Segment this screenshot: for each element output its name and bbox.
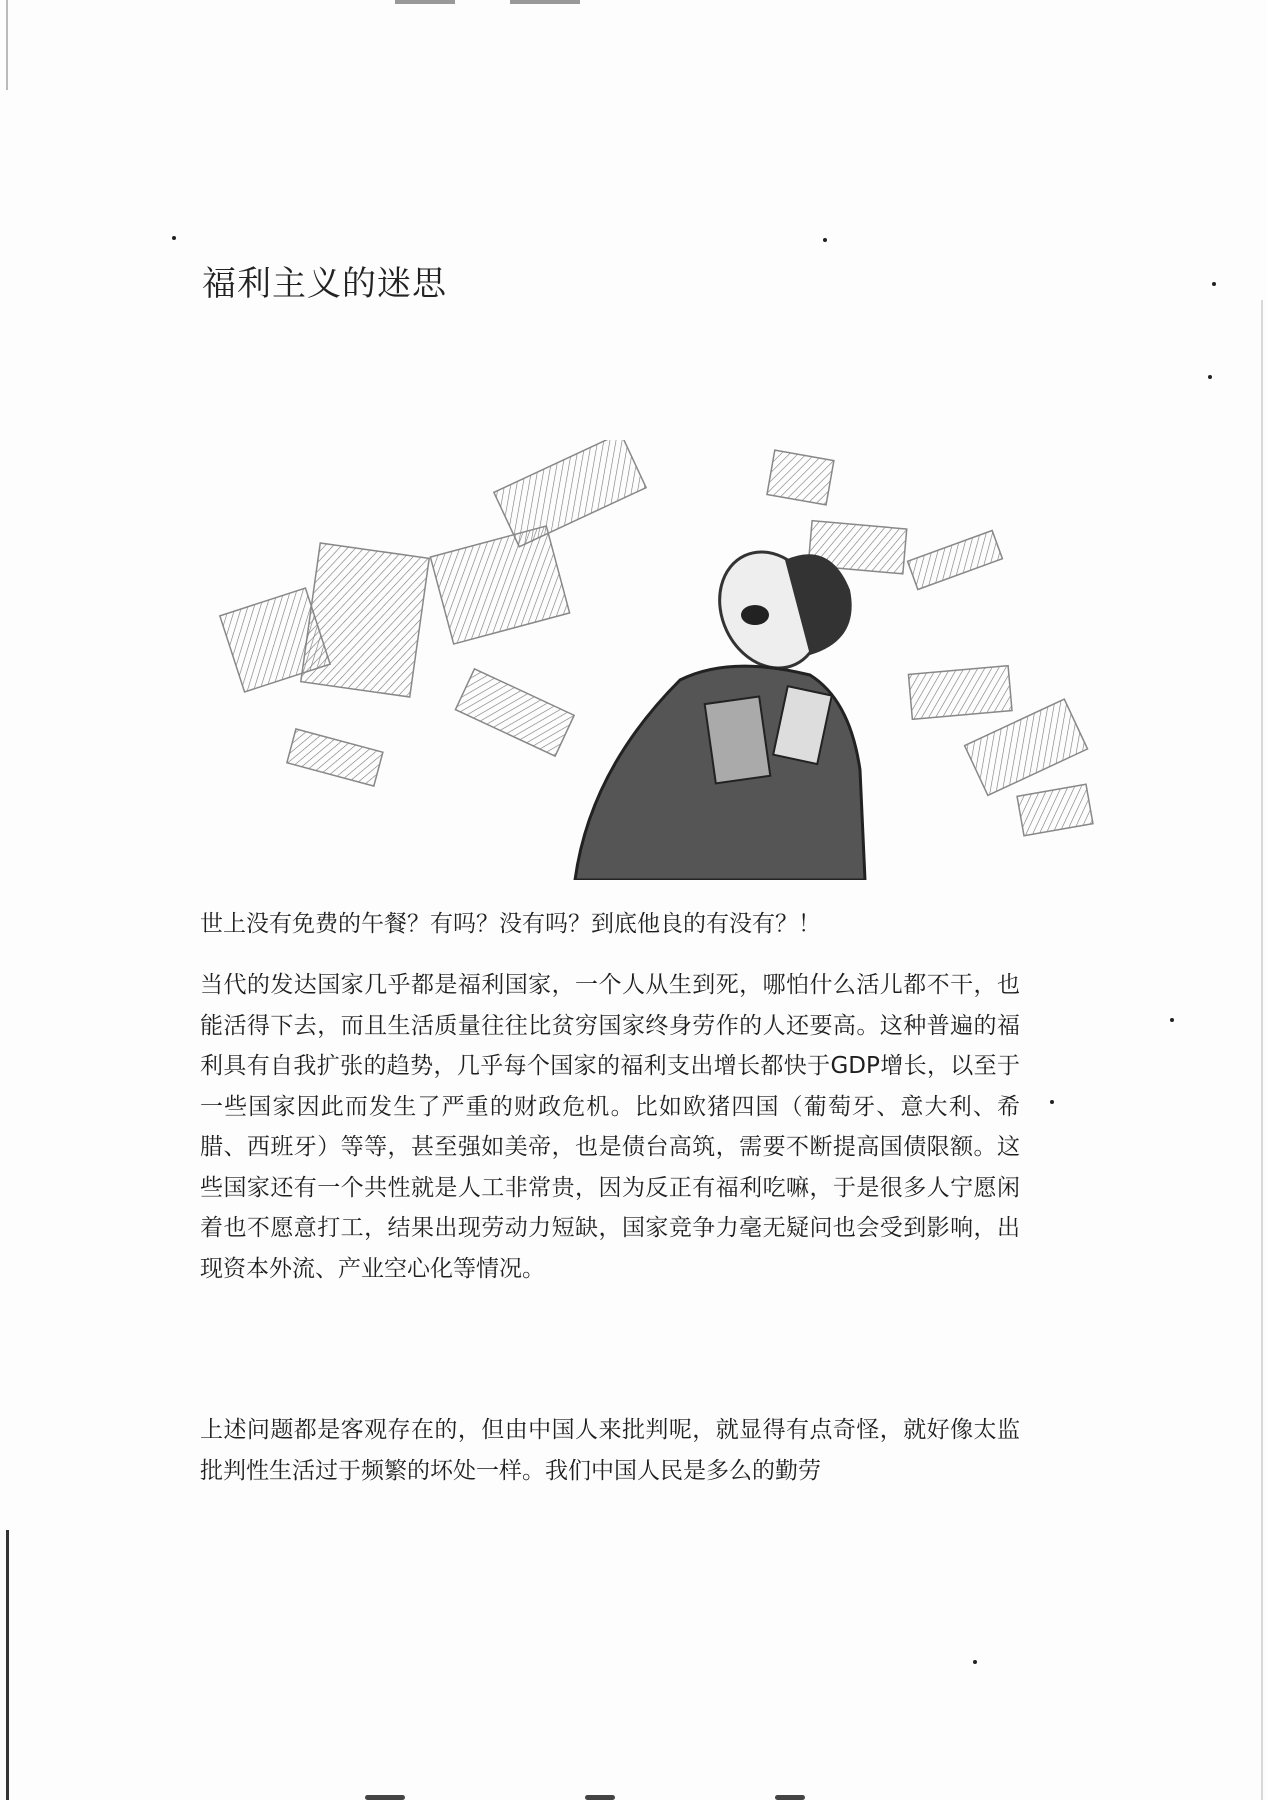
money-rain-illustration-icon xyxy=(210,440,1100,880)
scan-mark xyxy=(585,1795,615,1800)
scan-speck xyxy=(1170,1018,1174,1022)
scan-edge-top xyxy=(6,0,8,90)
scan-edge-right xyxy=(1261,300,1263,1800)
scan-mark xyxy=(510,0,580,4)
scan-speck xyxy=(1208,375,1212,379)
scan-speck xyxy=(1050,1100,1054,1104)
page-title: 福利主义的迷思 xyxy=(202,264,447,304)
scan-mark xyxy=(365,1795,405,1800)
scan-speck xyxy=(1212,282,1216,286)
scan-speck xyxy=(973,1660,977,1664)
scan-mark xyxy=(395,0,455,4)
paragraph: 当代的发达国家几乎都是福利国家，一个人从生到死，哪怕什么活儿都不干，也能活得下去，而且生活质量往往比贫穷国家终身劳作的人还要高。这种普遍的福利具有自我扩张的趋势，几乎每个国家的福利支出增长都快于GDP增长，以至于一些国家因此而发生了严重的财政危机。比如欧猪四国（葡萄牙、意大利、希腊、西班牙）等等，甚至强如美帝，也是债台高筑，需要不断提高国债限额。这些国家还有一个共性就是人工非常贵，因为反正有福利吃嘛，于是很多人宁愿闲着也不愿意打工，结果出现劳动力短缺，国家竞争力毫无疑问也会受到影响，出现资本外流、产业空心化等情况。 xyxy=(200,972,1020,1282)
paragraph: 上述问题都是客观存在的，但由中国人来批判呢，就显得有点奇怪，就好像太监批判性生活过于频繁的坏处一样。我们中国人民是多么的勤劳 xyxy=(200,1417,1020,1484)
scan-edge-bottom xyxy=(6,1530,9,1800)
scan-speck xyxy=(823,238,827,242)
scan-mark xyxy=(775,1795,805,1800)
tagline: 世上没有免费的午餐？有吗？没有吗？到底他良的有没有？！ xyxy=(200,911,821,937)
scan-speck xyxy=(172,236,176,240)
